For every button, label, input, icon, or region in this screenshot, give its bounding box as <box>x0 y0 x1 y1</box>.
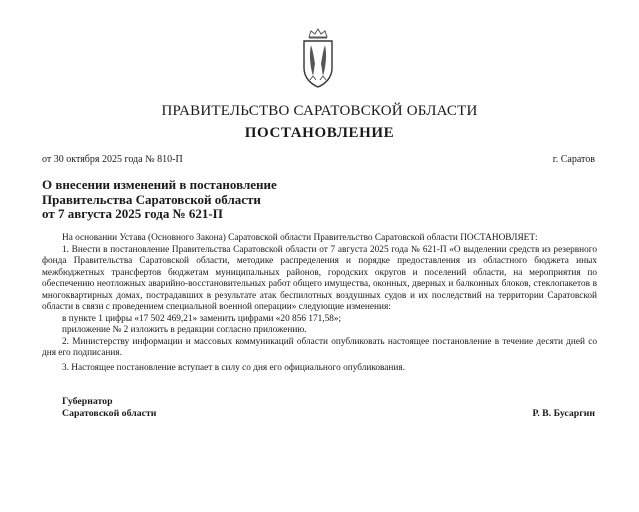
item-3-paragraph: 3. Настоящее постановление вступает в силу со дня его официального опубликования. <box>62 362 405 373</box>
signatory-title-line: Саратовской области <box>62 408 157 419</box>
document-subject <box>42 178 277 222</box>
document-body <box>42 233 597 374</box>
item-1-subitem: в пункте 1 цифры «17 502 469,21» заменить цифрами «20 856 171,58»; <box>62 313 342 324</box>
preamble-paragraph: На основании Устава (Основного Закона) Саратовской области Правительство Саратовской области ПОСТАНОВЛЯЕТ: <box>62 233 538 243</box>
coat-of-arms-icon <box>296 28 340 90</box>
subject-line: Правительства Саратовской области <box>42 191 261 207</box>
item-2-paragraph: 2. Министерству информации и массовых коммуникаций области опубликовать настоящее постановление в течение десяти дней со дня его подписания. <box>42 336 597 358</box>
item-1-paragraph: 1. Внести в постановление Правительства Саратовской области от 7 августа 2025 года № 621-П «О выделении средств из резервного фонда Правительства Саратовской области, методике распределения и порядке предоставления из областного бюджета иных межбюджетных трансфертов бюджетам муниципальных районов, городских округов и поселений области, на мероприятия по обеспечению неотложных аварийно-восстановительных работ общего имущества, оконных, дверных и балконных блоков, стеклопакетов в многоквартирных домах, пострадавших в результате атак беспилотных воздушных судов и их последствий на территории Саратовской области в связи с проведением специальной военной операции» следующие изменения: <box>42 244 597 312</box>
city: г. Саратов <box>552 154 595 165</box>
organization-title: ПРАВИТЕЛЬСТВО САРАТОВСКОЙ ОБЛАСТИ <box>161 103 478 119</box>
subject-line: от 7 августа 2025 года № 621-П <box>42 206 223 221</box>
signatory-name: Р. В. Бусаргин <box>532 408 595 419</box>
signatory-title <box>62 396 156 420</box>
date-and-number: от 30 октября 2025 года № 810-П <box>42 154 183 165</box>
signatory-title-line: Губернатор <box>62 396 113 407</box>
document-type-title: ПОСТАНОВЛЕНИЕ <box>244 125 395 141</box>
item-1-subitem: приложение № 2 изложить в редакции согласно приложению. <box>62 325 307 335</box>
subject-line: О внесении изменений в постановление <box>42 177 277 192</box>
